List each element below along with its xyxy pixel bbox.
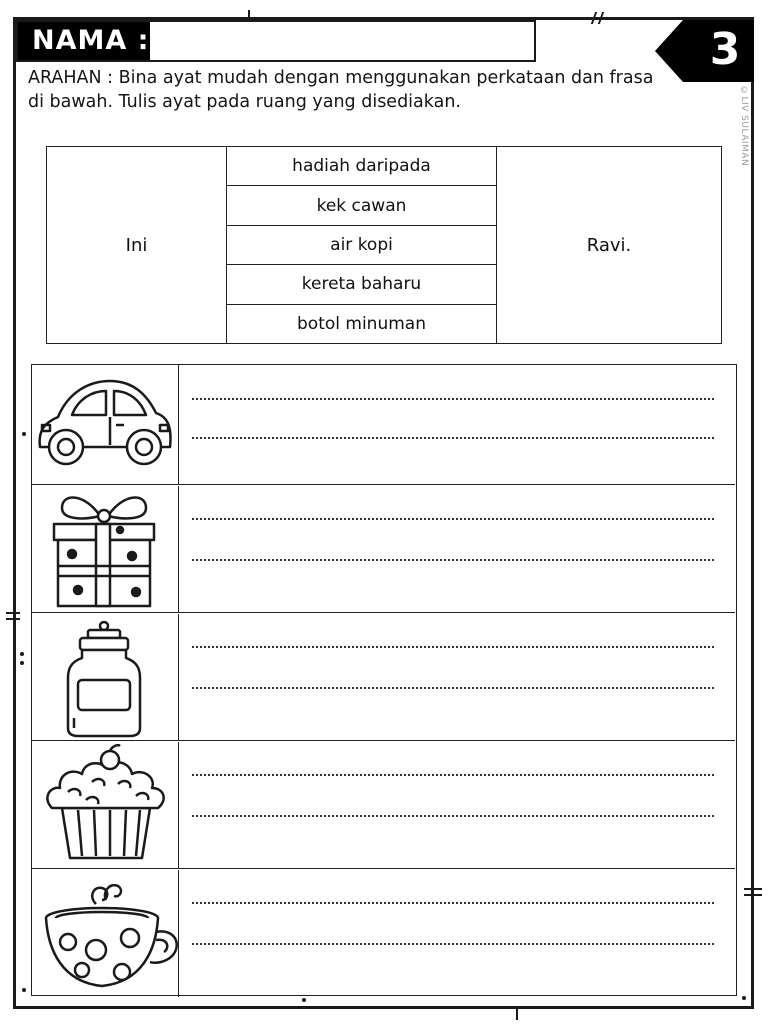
frame-tick (744, 894, 762, 896)
frame-dot (20, 652, 24, 656)
frame-tick (6, 612, 20, 614)
row-picture (32, 365, 179, 484)
name-header (16, 20, 536, 62)
frame-dot (302, 998, 306, 1002)
row-picture (32, 486, 179, 612)
frame-tick (516, 1006, 518, 1020)
row-picture (32, 614, 179, 740)
substitution-table (46, 146, 722, 344)
table-cell-middle: air kopi (227, 225, 497, 264)
writing-row (32, 614, 735, 741)
writing-line[interactable] (192, 687, 714, 689)
writing-line[interactable] (192, 437, 714, 439)
table-cell-middle: kereta baharu (227, 265, 497, 304)
table-cell-middle: botol minuman (227, 304, 497, 343)
cupcake-icon (32, 742, 179, 869)
writing-row (32, 742, 735, 869)
table-cell-left: Ini (47, 147, 227, 344)
frame-tick (744, 888, 762, 890)
writing-line[interactable] (192, 518, 714, 520)
table-cell-right: Ravi. (497, 147, 722, 344)
car-icon (32, 365, 179, 485)
writing-row (32, 870, 735, 997)
writing-row (32, 365, 735, 485)
name-label: NAMA : (18, 22, 150, 60)
frame-dot (22, 432, 26, 436)
jar-bottle-icon (32, 614, 179, 741)
worksheet-number: 3 (709, 24, 741, 75)
coffee-cup-icon (32, 870, 179, 997)
writing-line[interactable] (192, 398, 714, 400)
row-picture (32, 742, 179, 868)
worksheet-number-tab (655, 20, 754, 82)
name-field[interactable] (150, 22, 534, 60)
table-cell-middle: hadiah daripada (227, 147, 497, 186)
frame-tick (6, 618, 20, 620)
row-picture (32, 870, 179, 997)
frame-dot (742, 996, 746, 1000)
frame-dot (22, 988, 26, 992)
writing-line[interactable] (192, 559, 714, 561)
writing-grid (31, 364, 737, 996)
writing-line[interactable] (192, 646, 714, 648)
table-cell-middle: kek cawan (227, 186, 497, 225)
credit-text: ©LIV SULAIMAN (739, 86, 749, 167)
frame-dot (20, 661, 24, 665)
gift-box-icon (32, 486, 179, 613)
writing-line[interactable] (192, 943, 714, 945)
writing-line[interactable] (192, 902, 714, 904)
writing-line[interactable] (192, 774, 714, 776)
writing-line[interactable] (192, 815, 714, 817)
writing-row (32, 486, 735, 613)
instructions: ARAHAN : Bina ayat mudah dengan menggunakan perkataan dan frasa di bawah. Tulis ayat pada ruang yang disediakan. (28, 68, 654, 112)
